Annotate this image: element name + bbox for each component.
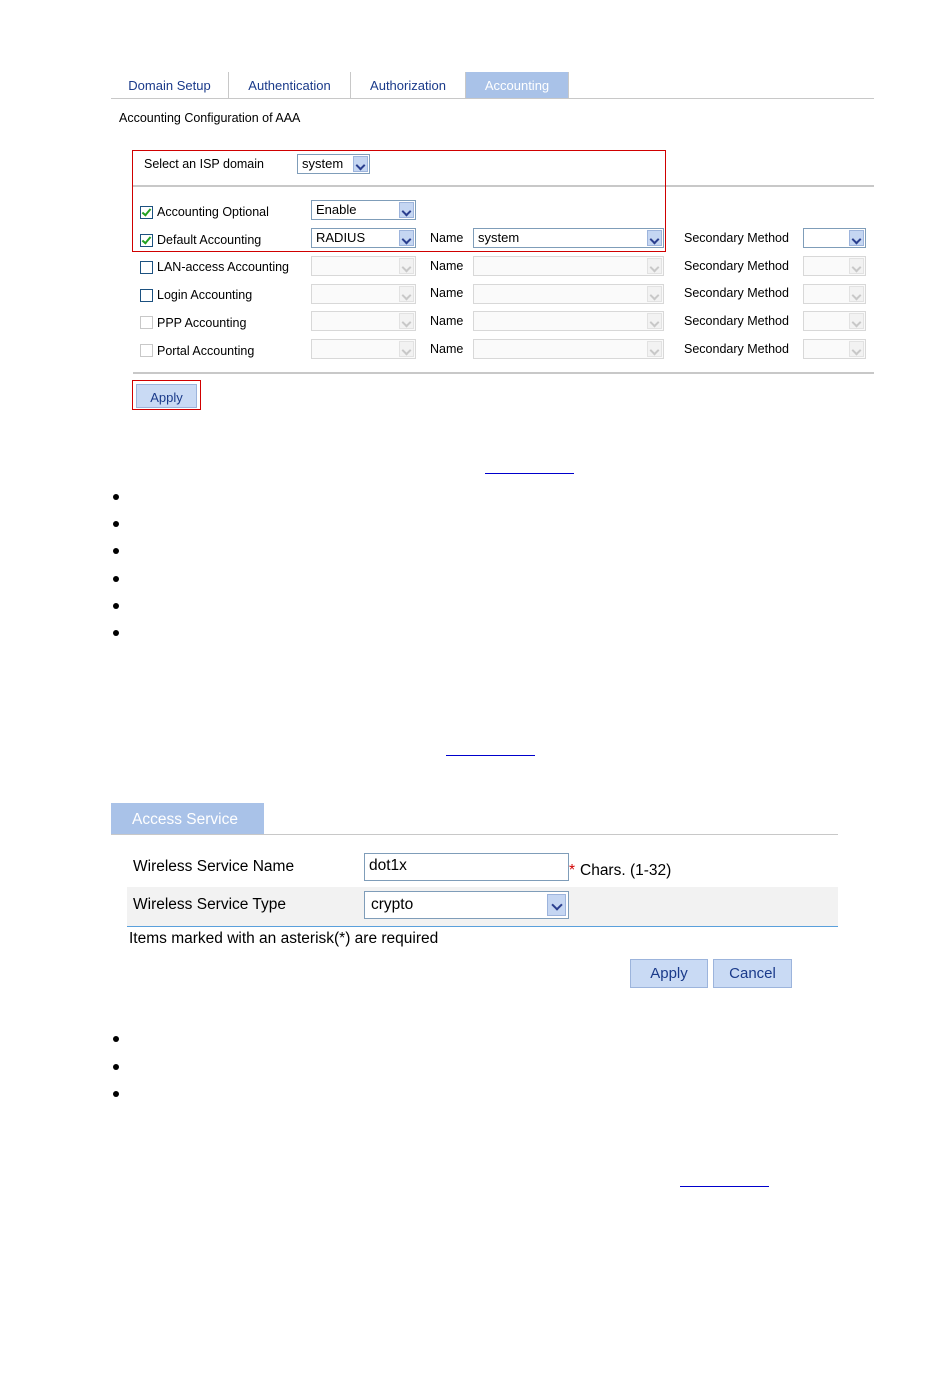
section-title: Accounting Configuration of AAA <box>119 111 301 125</box>
tab-bar <box>111 72 874 99</box>
chevron-down-icon <box>399 258 414 274</box>
isp-domain-value: system <box>302 156 344 171</box>
chars-hint: Chars. (1-32) <box>580 862 672 879</box>
portal-name-select <box>473 339 664 359</box>
bullet <box>113 548 119 554</box>
chevron-down-icon <box>647 258 662 274</box>
chevron-down-icon <box>399 313 414 329</box>
portal-secondary-select <box>803 339 866 359</box>
login-accounting-label: Login Accounting <box>157 288 253 302</box>
chevron-down-icon <box>849 230 864 246</box>
chevron-down-icon <box>849 286 864 302</box>
isp-domain-label: Select an ISP domain <box>144 157 264 171</box>
login-accounting-checkbox[interactable] <box>140 289 153 302</box>
login-secondary-label: Secondary Method <box>684 286 789 300</box>
tab-access-service[interactable]: Access Service <box>111 803 264 834</box>
default-accounting-name-label: Name <box>430 231 464 245</box>
default-accounting-secondary-label: Secondary Method <box>684 231 789 245</box>
login-method-select <box>311 284 416 304</box>
ppp-method-select <box>311 311 416 331</box>
service-type-select[interactable] <box>364 891 569 919</box>
tab-authorization[interactable]: Authorization <box>351 72 466 98</box>
cancel-button[interactable]: Cancel <box>713 959 792 988</box>
lan-access-method-select <box>311 256 416 276</box>
ppp-accounting-checkbox <box>140 316 153 329</box>
lan-access-accounting-checkbox[interactable] <box>140 261 153 274</box>
service-type-label: Wireless Service Type <box>133 896 287 913</box>
ppp-name-select <box>473 311 664 331</box>
login-name-select <box>473 284 664 304</box>
portal-accounting-label: Portal Accounting <box>157 344 255 358</box>
accounting-optional-label: Accounting Optional <box>157 205 269 219</box>
portal-secondary-label: Secondary Method <box>684 342 789 356</box>
default-accounting-name-value: system <box>478 230 520 245</box>
tab-authentication[interactable]: Authentication <box>229 72 351 98</box>
service-name-input[interactable]: dot1x <box>364 853 569 881</box>
default-accounting-secondary-select[interactable] <box>803 228 866 248</box>
highlight-box <box>132 380 201 410</box>
bullet <box>113 494 119 500</box>
chevron-down-icon <box>647 341 662 357</box>
bullet <box>113 521 119 527</box>
login-secondary-select <box>803 284 866 304</box>
ppp-name-label: Name <box>430 314 464 328</box>
required-note: Items marked with an asterisk(*) are required <box>129 930 439 947</box>
chevron-down-icon <box>647 286 662 302</box>
login-name-label: Name <box>430 286 464 300</box>
apply-button[interactable]: Apply <box>136 384 197 408</box>
service-type-value: crypto <box>371 896 414 913</box>
lan-access-name-select <box>473 256 664 276</box>
default-accounting-label: Default Accounting <box>157 233 262 247</box>
chevron-down-icon <box>849 258 864 274</box>
portal-method-select <box>311 339 416 359</box>
ppp-secondary-label: Secondary Method <box>684 314 789 328</box>
divider <box>133 372 874 374</box>
bullet <box>113 603 119 609</box>
portal-accounting-checkbox <box>140 344 153 357</box>
chevron-down-icon <box>399 286 414 302</box>
accounting-optional-value: Enable <box>316 202 357 217</box>
tab-domain-setup[interactable]: Domain Setup <box>111 72 229 98</box>
chevron-down-icon <box>849 313 864 329</box>
lan-access-name-label: Name <box>430 259 464 273</box>
highlight-box <box>132 150 666 252</box>
lan-access-secondary-select <box>803 256 866 276</box>
link-underline <box>485 473 574 474</box>
tab-accounting[interactable]: Accounting <box>466 72 569 98</box>
bullet <box>113 576 119 582</box>
bullet <box>113 1091 119 1097</box>
lan-access-secondary-label: Secondary Method <box>684 259 789 273</box>
bullet <box>113 630 119 636</box>
lan-access-accounting-label: LAN-access Accounting <box>157 260 290 274</box>
ppp-accounting-label: PPP Accounting <box>157 316 247 330</box>
chevron-down-icon <box>399 341 414 357</box>
chevron-down-icon <box>849 341 864 357</box>
default-accounting-method-value: RADIUS <box>316 230 366 245</box>
ppp-secondary-select <box>803 311 866 331</box>
portal-name-label: Name <box>430 342 464 356</box>
link-underline <box>680 1186 769 1187</box>
service-name-label: Wireless Service Name <box>133 858 295 875</box>
link-underline <box>446 755 535 756</box>
chevron-down-icon <box>547 894 566 916</box>
bullet <box>113 1064 119 1070</box>
bullet <box>113 1036 119 1042</box>
apply-button[interactable]: Apply <box>630 959 708 988</box>
chevron-down-icon <box>647 313 662 329</box>
access-service-tab-bar <box>111 803 838 835</box>
required-asterisk: * <box>569 862 576 879</box>
